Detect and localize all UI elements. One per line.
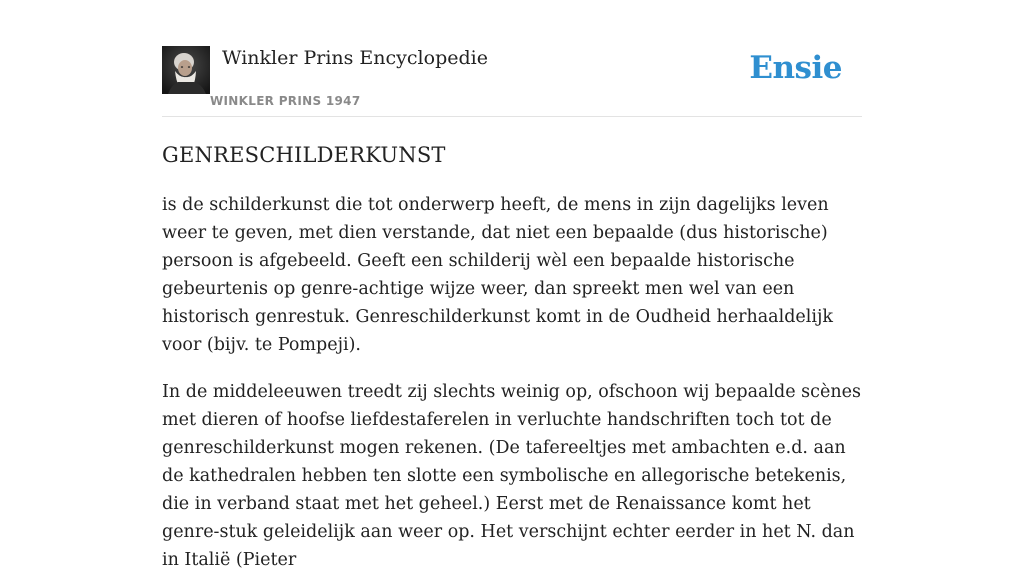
article xyxy=(162,140,862,574)
ensie-logo[interactable]: Ensie xyxy=(749,50,842,86)
site-name[interactable]: Winkler Prins Encyclopedie xyxy=(222,47,488,69)
article-paragraph: is de schilderkunst die tot onderwerp heeft, de mens in zijn dagelijks leven weer te geven, met dien verstande, dat niet een bepaalde (dus historische) persoon is afgebeeld. Geeft een schilderij wèl een bepaalde historische gebeurtenis op genre-achtige wijze weer, dan spreekt men wel van een historisch genrestuk. Genreschilderkunst komt in de Oudheid herhaaldelijk voor (bijv. te Pompeji). xyxy=(162,195,833,355)
source-header xyxy=(162,46,862,117)
edition-label[interactable]: WINKLER PRINS 1947 xyxy=(210,94,361,108)
portrait-photo-icon xyxy=(162,46,210,94)
author-avatar[interactable] xyxy=(162,46,210,94)
article-paragraph: In de middeleeuwen treedt zij slechts weinig op, ofschoon wij bepaalde scènes met dieren of hoofse liefdestaferelen in verluchte handschriften toch tot de genreschilderkunst mogen rekenen. (De tafereeltjes met ambachten e.d. aan de kathedralen hebben ten slotte een symbolische en allegorische betekenis, die in verband staat met het geheel.) Eerst met de Renaissance komt het genre-stuk geleidelijk aan weer op. Het verschijnt echter eerder in het N. dan in Italië (Pieter xyxy=(162,382,861,570)
article-title: GENRESCHILDERKUNST xyxy=(162,143,446,167)
